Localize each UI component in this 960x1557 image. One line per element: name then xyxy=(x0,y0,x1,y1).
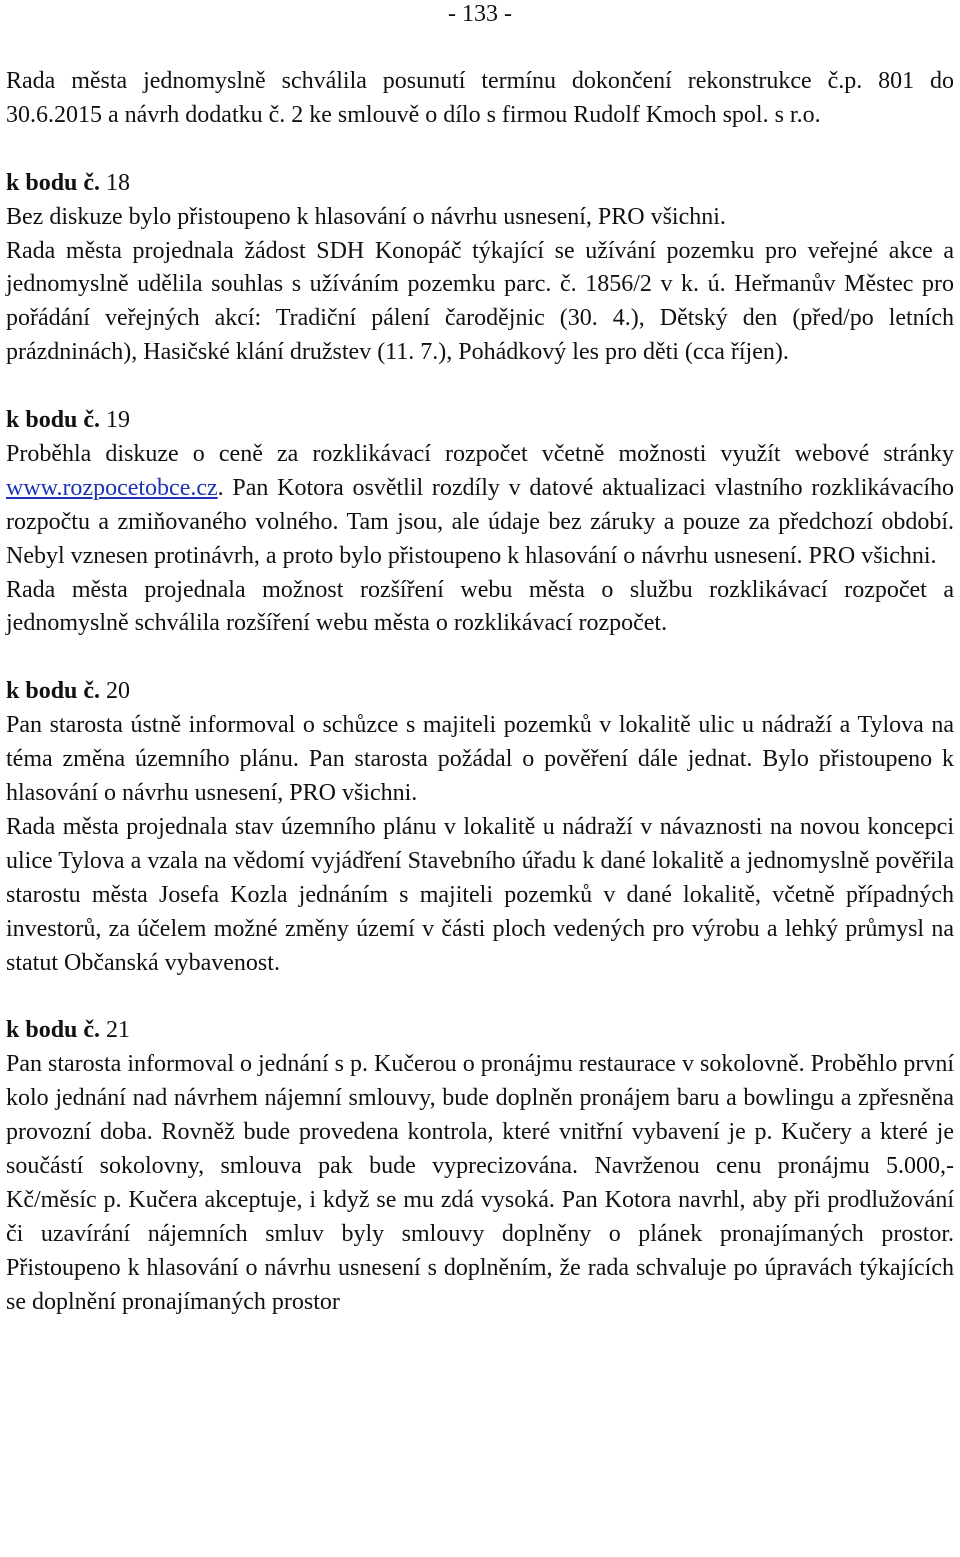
section-heading-prefix: k bodu č. xyxy=(6,169,101,196)
section-heading xyxy=(6,675,954,709)
section-heading-number: 19 xyxy=(100,407,131,434)
section-19 xyxy=(6,404,954,641)
section-paragraph: Pan starosta informoval o jednání s p. Kučerou o pronájmu restaurace v sokolovně. Proběhlo první kolo jednání nad návrhem nájemní smlouvy, bude doplněn pronájem baru a bowlingu a zpřesněna provozní doba. Rovněž bude provedena kontrola, které vnitřní vybavení je p. Kučery a které je součástí sokolovny, smlouva pak bude vyprecizována. Navrženou cenu pronájmu 5.000,- Kč/měsíc p. Kučera akceptuje, i když se mu zdá vysoká. Pan Kotora navrhl, aby při prodlužování či uzavírání nájemních smluv byly smlouvy doplněny o plánek pronajímaných prostor. Přistoupeno k hlasování o návrhu usnesení s doplněním, že rada schvaluje po úpravách týkajících se doplnění pronajímaných prostor xyxy=(6,1051,954,1315)
section-heading-prefix: k bodu č. xyxy=(6,407,101,434)
section-20 xyxy=(6,675,954,980)
page-number: - 133 - xyxy=(448,1,512,27)
section-21 xyxy=(6,1014,954,1319)
section-heading-prefix: k bodu č. xyxy=(6,678,101,705)
section-heading-number: 21 xyxy=(100,1017,131,1044)
paragraph-text: . Pan Kotora osvětlil rozdíly v datové aktualizaci vlastního rozklikávacího rozpočtu a zmiňovaného volného. Tam jsou, ale údaje bez záruky a pouze za předchozí období. Nebyl vznesen protinávrh, a proto bylo přistoupeno k hlasování o návrhu usnesení. PRO všichni. xyxy=(6,474,954,569)
section-paragraph: Bez diskuze bylo přistoupeno k hlasování o návrhu usnesení, PRO všichni. xyxy=(6,203,726,230)
section-paragraph: Rada města projednala možnost rozšíření webu města o službu rozklikávací rozpočet a jednomyslně schválila rozšíření webu města o rozklikávací rozpočet. xyxy=(6,576,954,637)
section-18 xyxy=(6,167,954,370)
paragraph-text: Proběhla diskuze o ceně za rozklikávací rozpočet včetně možnosti využít webové stránky xyxy=(6,440,954,467)
section-heading-number: 20 xyxy=(100,678,131,705)
section-paragraph: Pan starosta ústně informoval o schůzce s majiteli pozemků v lokalitě ulic u nádraží a Tylova na téma změna územního plánu. Pan starosta požádal o pověření dále jednat. Bylo přistoupeno k hlasování o návrhu usnesení, PRO všichni. xyxy=(6,712,954,806)
section-heading-prefix: k bodu č. xyxy=(6,1017,101,1044)
rozpocetobce-link[interactable]: www.rozpocetobce.cz xyxy=(6,474,218,501)
section-paragraph: Rada města projednala žádost SDH Konopáč týkající se užívání pozemku pro veřejné akce a jednomyslně udělila souhlas s užíváním pozemku parc. č. 1856/2 v k. ú. Heřmanův Městec pro pořádání veřejných akcí: Tradiční pálení čarodějnic (30. 4.), Dětský den (před/po letních prázdninách), Hasičské klání družstev (11. 7.), Pohádkový les pro děti (cca říjen). xyxy=(6,237,954,366)
section-heading xyxy=(6,167,954,201)
section-paragraph: Rada města projednala stav územního plánu v lokalitě u nádraží v návaznosti na novou koncepci ulice Tylova a vzala na vědomí vyjádření Stavebního úřadu k dané lokalitě a jednomyslně pověřila starostu města Josefa Kozla jednáním s majiteli pozemků v dané lokalitě, včetně případných investorů, za účelem možné změny území v části ploch vedených pro výrobu a lehký průmysl na statut Občanská vybavenost. xyxy=(6,813,954,976)
section-paragraph xyxy=(6,438,954,574)
intro-paragraph: Rada města jednomyslně schválila posunutí termínu dokončení rekonstrukce č.p. 801 do 30.6.2015 a návrh dodatku č. 2 ke smlouvě o dílo s firmou Rudolf Kmoch spol. s r.o. xyxy=(6,68,954,128)
section-heading-number: 18 xyxy=(100,169,131,196)
section-heading xyxy=(6,1014,954,1048)
section-heading xyxy=(6,404,954,438)
